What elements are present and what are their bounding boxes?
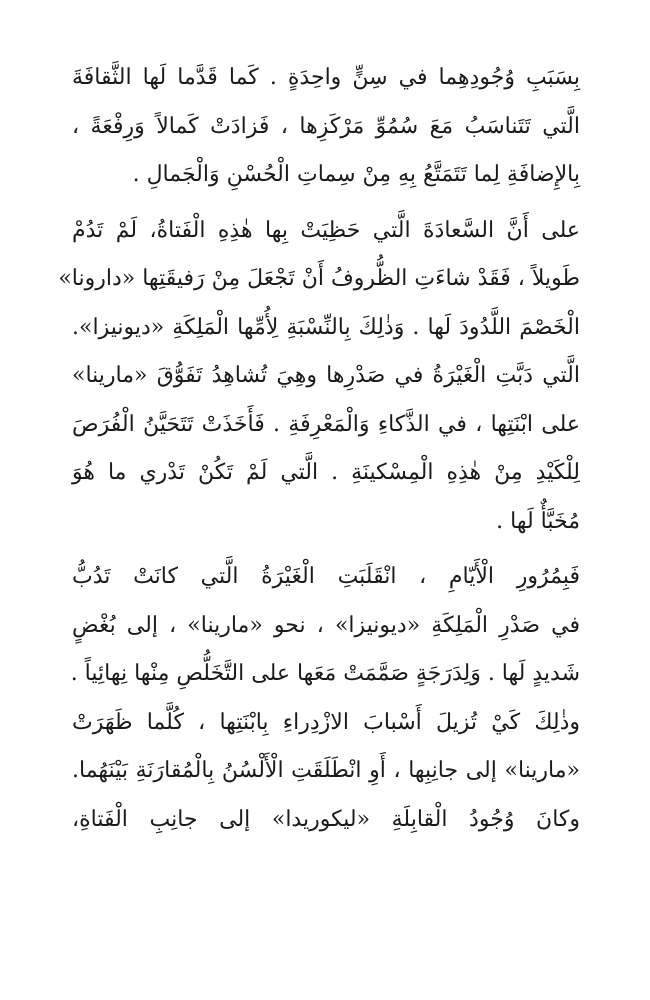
text-line: وكانَ وُجُودُ الْقابِلَةِ «ليكوريدا» إلى جانِبِ الْفَتاةِ،	[72, 806, 580, 832]
text-line: فَبِمُرُورِ الْأَيّامِ ، انْقَلَبَتِ الْغَيْرَةُ الَّتي كانَتْ تَدُبُّ	[72, 564, 580, 589]
text-line: شَديدٍ لَها . وَلِدَرَجَةٍ صَمَّمَتْ مَعَها على التَّخَلُّصِ مِنْها نِهائِياً .	[70, 661, 580, 686]
text-line: الَّتي تَتَناسَبُ مَعَ سُمُوِّ مَرْكَزِها ، فَزادَتْ كَمالاً وَرِفْعَةً ،	[72, 113, 580, 139]
text-line: بِالإِضافَةِ لِما تَتَمَتَّعُ بِهِ مِنْ سِماتِ الْحُسْنِ وَالْجَمالِ .	[132, 162, 580, 187]
text-line: لِلْكَيْدِ مِنْ هٰذِهِ الْمِسْكينَةِ . الَّتي لَمْ تَكُنْ تَدْري ما هُوَ	[72, 460, 580, 485]
paragraph-3	[72, 553, 580, 844]
text-line: وذٰلِكَ كَيْ تُزيلَ أَسْبابَ الازْدِراءِ بِابْنَتِها ، كُلَّما ظَهَرَتْ	[72, 709, 580, 735]
text-line: على أَنَّ السَّعادَةَ الَّتي حَظِيَتْ بِها هٰذِهِ الْفَتاةُ، لَمْ تَدُمْ	[72, 217, 580, 243]
text-line: الْخَصْمَ اللَّدُودَ لَها . وَذٰلِكَ بِالنِّسْبَةِ لِأُمِّها الْمَلِكَةِ «ديونيزا».	[72, 314, 580, 340]
paragraph-2	[58, 207, 580, 547]
text-line: بِسَبَبِ وُجُودِهِما في سِنٍّ واحِدَةٍ . كَما قَدَّما لَها الثَّقافَةَ	[72, 65, 580, 90]
text-line: «مارينا» إلى جانِبِها ، أَوِ انْطَلَقَتِ الْأَلْسُنُ بِالْمُقارَنَةِ بَيْنَهُما.	[72, 758, 580, 783]
text-line: على ابْنَتِها ، في الذَّكاءِ وَالْمَعْرِفَةِ . فَأَخَذَتْ تَتَحَيَّنُ الْفُرَصَ	[72, 411, 580, 437]
text-line: في صَدْرِ الْمَلِكَةِ «ديونيزا» ، نحو «مارينا» ، إلى بُغْضٍ	[72, 612, 580, 638]
text-line: الَّتي دَبَّتِ الْغَيْرَةُ في صَدْرِها وهِيَ تُشاهِدُ تَفَوُّقَ «مارينا»	[72, 363, 580, 388]
text-line: مُخَبَّأٌ لَها .	[496, 508, 580, 534]
paragraph-1	[72, 54, 580, 200]
text-line: طَويلاً ، فَقَدْ شاءَتِ الظُّروفُ أَنْ تَجْعَلَ مِنْ رَفيقَتِها «دارونا»	[58, 266, 580, 291]
